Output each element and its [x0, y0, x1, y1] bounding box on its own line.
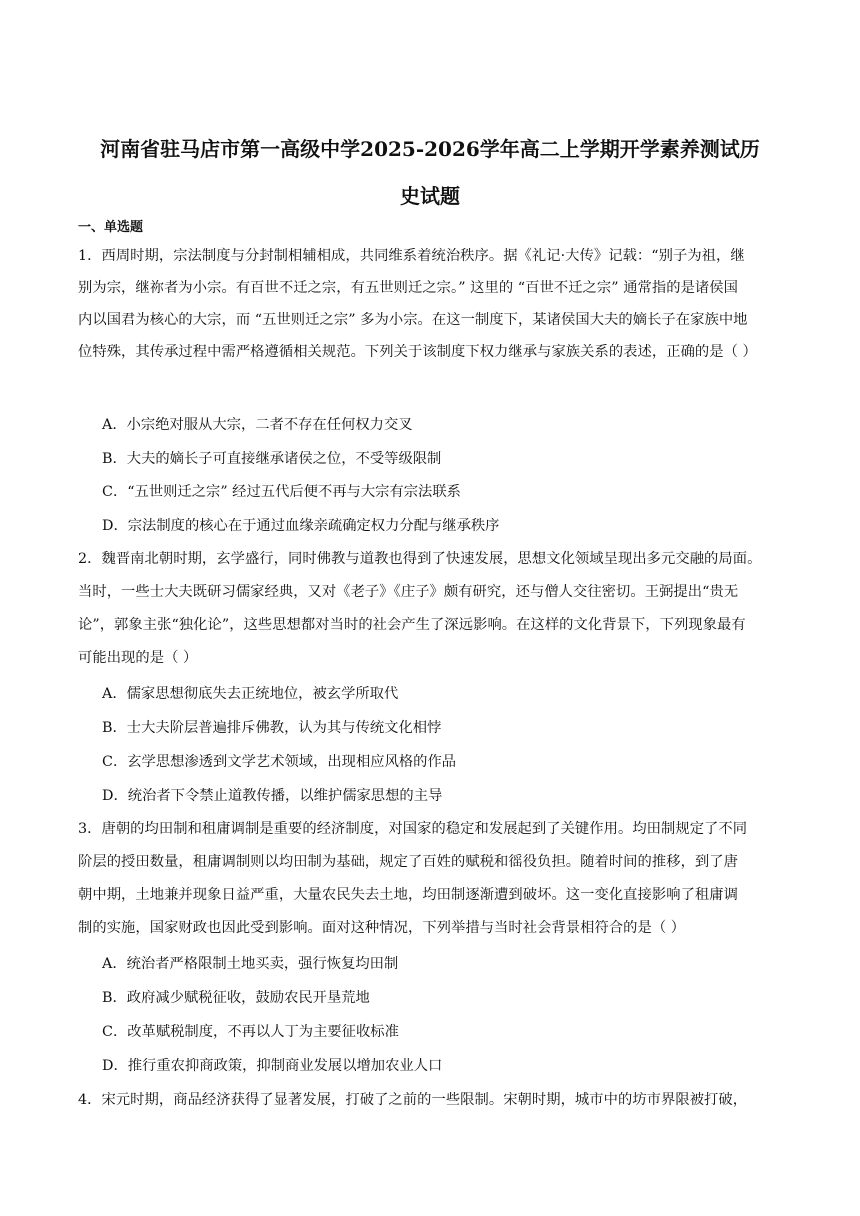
question-2-option-b: B．士大夫阶层普遍排斥佛教，认为其与传统文化相悖 [102, 720, 442, 736]
question-3-line: 朝中期，土地兼并现象日益严重，大量农民失去土地，均田制逐渐遭到破坏。这一变化直接影响了租庸调 [78, 887, 738, 903]
document-title-line-1: 河南省驻马店市第一高级中学2025-2026学年高二上学期开学素养测试历 [100, 137, 760, 161]
question-2-line: 论”，郭象主张“独化论”，这些思想都对当时的社会产生了深远影响。在这样的文化背景下，下列现象最有 [78, 617, 746, 633]
question-2-option-d: D．统治者下令禁止道教传播，以维护儒家思想的主导 [102, 788, 443, 804]
question-3-option-b: B．政府减少赋税征收，鼓励农民开垦荒地 [102, 990, 370, 1006]
question-3-line: 阶层的授田数量，租庸调制则以均田制为基础，规定了百姓的赋税和徭役负担。随着时间的推移，到了唐 [78, 854, 738, 870]
question-1-line: 1．西周时期，宗法制度与分封制相辅相成，共同维系着统治秩序。据《礼记·大传》记载：“别子为祖，继 [78, 248, 745, 264]
document-title-line-2: 史试题 [400, 184, 460, 208]
question-3-option-a: A．统治者严格限制土地买卖，强行恢复均田制 [102, 956, 399, 972]
question-3-option-d: D．推行重农抑商政策，抑制商业发展以增加农业人口 [102, 1058, 443, 1074]
question-2-option-a: A．儒家思想彻底失去正统地位，被玄学所取代 [102, 686, 399, 702]
question-1-option-c: C．“五世则迁之宗” 经过五代后便不再与大宗有宗法联系 [102, 484, 461, 500]
question-2-line: 当时，一些士大夫既研习儒家经典，又对《老子》《庄子》颇有研究，还与僧人交往密切。王弼提出“贵无 [78, 584, 739, 600]
question-1-option-b: B．大夫的嫡长子可直接继承诸侯之位，不受等级限制 [102, 451, 442, 467]
question-1-option-d: D．宗法制度的核心在于通过血缘亲疏确定权力分配与继承秩序 [102, 518, 500, 534]
question-3-option-c: C．改革赋税制度，不再以人丁为主要征收标准 [102, 1024, 399, 1040]
question-1-line: 位特殊，其传承过程中需严格遵循相关规范。下列关于该制度下权力继承与家族关系的表述，正确的是（ ） [78, 344, 757, 360]
section-heading: 一、单选题 [78, 220, 144, 235]
question-2-line: 2．魏晋南北朝时期，玄学盛行，同时佛教与道教也得到了快速发展，思想文化领域呈现出多元交融的局面。 [78, 551, 762, 567]
question-2-line: 可能出现的是（ ） [78, 650, 198, 666]
question-1-line: 别为宗，继祢者为小宗。有百世不迁之宗，有五世则迁之宗。” 这里的 “百世不迁之宗” 通常指的是诸侯国 [78, 280, 738, 296]
question-1-option-a: A．小宗绝对服从大宗，二者不存在任何权力交叉 [102, 417, 413, 433]
question-4-line: 4．宋元时期，商品经济获得了显著发展，打破了之前的一些限制。宋朝时期，城市中的坊市界限被打破， [78, 1092, 748, 1108]
question-3-line: 制的实施，国家财政也因此受到影响。面对这种情况，下列举措与当时社会背景相符合的是（ ） [78, 920, 686, 936]
question-3-line: 3．唐朝的均田制和租庸调制是重要的经济制度，对国家的稳定和发展起到了关键作用。均田制规定了不同 [78, 821, 748, 837]
question-2-option-c: C．玄学思想渗透到文学艺术领域，出现相应风格的作品 [102, 754, 457, 770]
question-1-line: 内以国君为核心的大宗，而 “五世则迁之宗” 多为小宗。在这一制度下，某诸侯国大夫的嫡长子在家族中地 [78, 312, 748, 328]
